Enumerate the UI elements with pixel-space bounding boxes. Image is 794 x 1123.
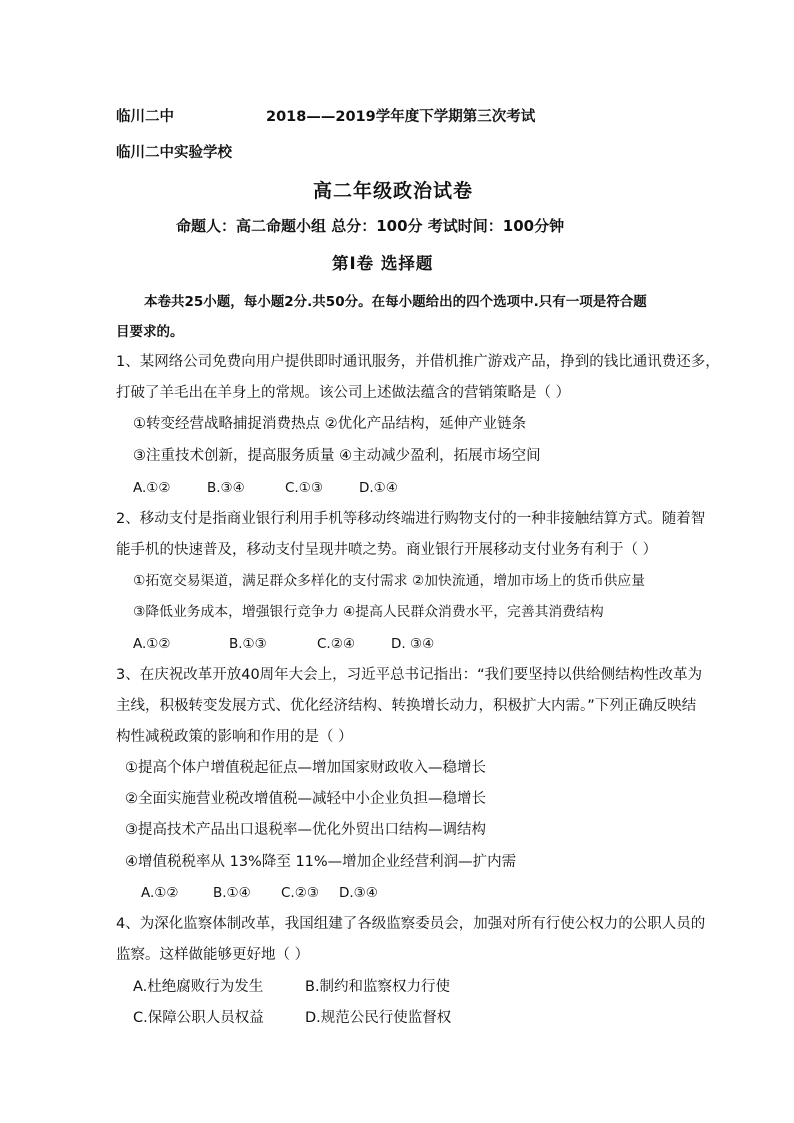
question-stem-line: 主线，积极转变发展方式、优化经济结构、转换增长动力，积极扩大内需。”下列正确反映结 [116, 698, 697, 714]
option-a: A.杜绝腐败行为发生 [133, 979, 264, 995]
question-item: ①拓宽交易渠道，满足群众多样化的支付需求 ②加快流通，增加市场上的货币供应量 [133, 573, 646, 589]
question-stem-line: 监察。这样做能够更好地（ ） [116, 947, 310, 963]
option-a: A.①② [133, 480, 171, 496]
instructions-line-2: 目要求的。 [116, 324, 184, 340]
option-d: D. ③④ [391, 636, 435, 652]
option-c: C.保障公职人员权益 [133, 1010, 264, 1026]
option-b: B.制约和监察权力行使 [305, 979, 451, 995]
question-stem-line: 1、某网络公司免费向用户提供即时通讯服务，并借机推广游戏产品，挣到的钱比通讯费还多， [116, 354, 720, 370]
question-item: ③降低业务成本，增强银行竞争力 ④提高人民群众消费水平，完善其消费结构 [133, 604, 604, 620]
option-d: D.①④ [359, 480, 398, 496]
question-item: ③提高技术产品出口退税率—优化外贸出口结构—调结构 [125, 822, 486, 838]
option-c: C.②④ [317, 636, 355, 652]
option-c: C.①③ [285, 480, 323, 496]
section-heading: 第Ⅰ卷 选择题 [332, 254, 434, 273]
option-d: D.③④ [339, 885, 378, 901]
option-b: B.③④ [207, 480, 245, 496]
question-item: ①转变经营战略捕捉消费热点 ②优化产品结构，延伸产业链条 [133, 416, 527, 432]
question-item: ③注重技术创新，提高服务质量 ④主动减少盈利，拓展市场空间 [133, 448, 541, 464]
question-stem-line: 4、为深化监察体制改革，我国组建了各级监察委员会，加强对所有行使公权力的公职人员的 [116, 916, 706, 932]
question-stem-line: 能手机的快速普及，移动支付呈现井喷之势。商业银行开展移动支付业务有利于（ ） [116, 542, 658, 558]
option-b: B.①④ [213, 885, 251, 901]
answer-options [133, 478, 398, 498]
question-stem-line: 打破了羊毛出在羊身上的常规。该公司上述做法蕴含的营销策略是（ ） [116, 385, 571, 401]
question-item: ④增值税税率从 13%降至 11%—增加企业经营利润—扩内需 [125, 854, 517, 870]
paper-meta: 命题人：高二命题小组 总分：100分 考试时间：100分钟 [176, 217, 565, 235]
exam-title: 2018——2019学年度下学期第三次考试 [266, 109, 536, 125]
option-d: D.规范公民行使监督权 [305, 1010, 452, 1026]
answer-options [133, 634, 434, 654]
question-item: ②全面实施营业税改增值税—减轻中小企业负担—稳增长 [125, 791, 486, 807]
question-stem-line: 2、移动支付是指商业银行利用手机等移动终端进行购物支付的一种非接触结算方式。随着智 [116, 511, 706, 527]
answer-options [141, 883, 378, 903]
school-name-2: 临川二中实验学校 [116, 145, 232, 161]
option-a: A.①② [133, 636, 171, 652]
question-stem-line: 3、在庆祝改革开放40周年大会上，习近平总书记指出：“我们要坚持以供给侧结构性改革为 [116, 667, 703, 683]
school-name-1: 临川二中 [116, 109, 174, 125]
option-b: B.①③ [229, 636, 267, 652]
question-stem-line: 构性减税政策的影响和作用的是（ ） [116, 729, 353, 745]
instructions-line-1: 本卷共25小题，每小题2分.共50分。在每小题给出的四个选项中.只有一项是符合题 [144, 294, 647, 310]
option-c: C.②③ [281, 885, 319, 901]
option-a: A.①② [141, 885, 179, 901]
question-item: ①提高个体户增值税起征点—增加国家财政收入—稳增长 [125, 760, 486, 776]
paper-title: 高二年级政治试卷 [313, 180, 474, 202]
